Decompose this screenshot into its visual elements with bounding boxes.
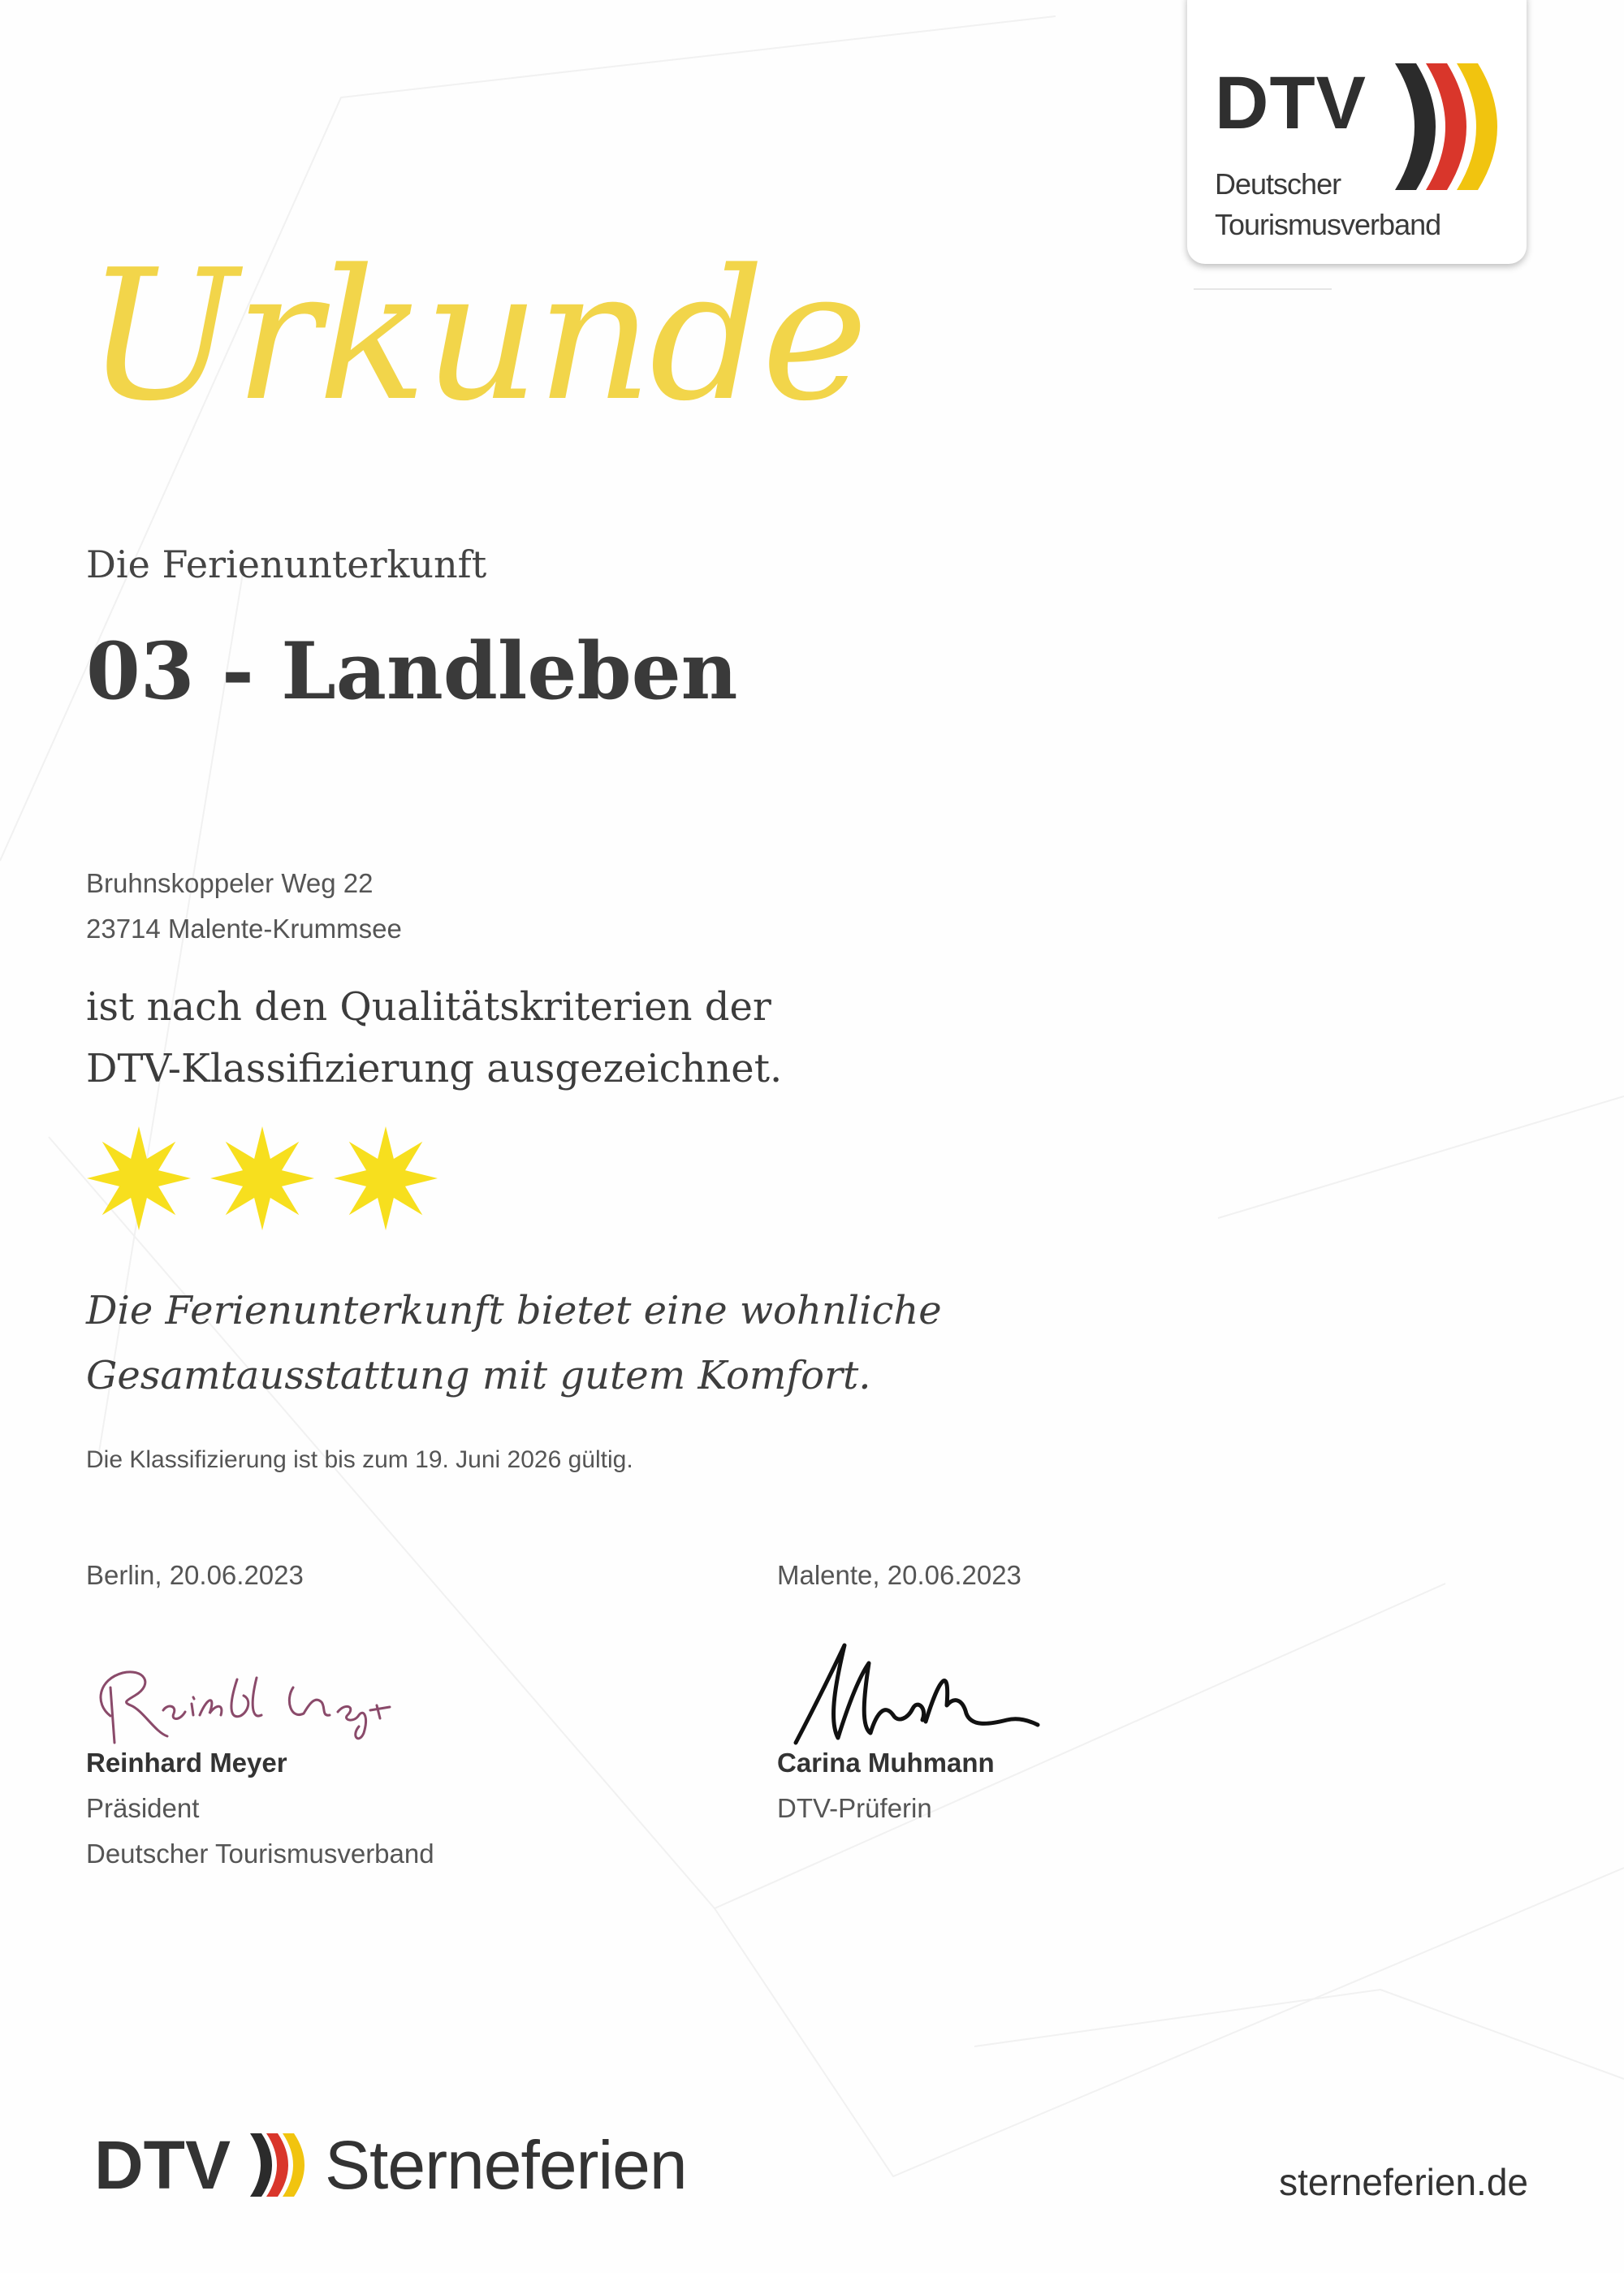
left-signer-organization: Deutscher Tourismusverband [86,1839,434,1869]
right-signer [777,1740,995,1831]
right-place-date: Malente, 20.06.2023 [777,1560,1021,1590]
left-signer-role: Präsident [86,1793,200,1823]
rating-star-shape [334,1126,438,1230]
certificate-title: Urkunde [86,231,866,441]
logo-sub-line-2: Tourismusverband [1215,208,1441,241]
description-line-1: Die Ferienunterkunft bietet eine wohnliche [86,1288,942,1333]
star-rating [86,1126,438,1246]
left-signer [86,1740,434,1877]
rating-star-icon [333,1126,438,1231]
left-signer-name: Reinhard Meyer [86,1748,287,1778]
badge-divider [1194,288,1332,290]
footer-brand-name: Sterneferien [325,2126,687,2203]
classification-statement [86,976,782,1100]
logo-sub-line-1: Deutscher [1215,167,1341,201]
right-signer-role: DTV-Prüferin [777,1793,932,1823]
footer-logo [94,2120,687,2210]
dtv-logo-badge [1187,0,1527,264]
validity-note: Die Klassifizierung ist bis zum 19. Juni 2026 gültig. [86,1446,633,1473]
rating-description [86,1278,942,1408]
lead-text: Die Ferienunterkunft [86,542,487,586]
address-city: 23714 Malente-Krummsee [86,914,402,944]
rating-star-icon [86,1126,192,1231]
signature-left-image [78,1655,411,1752]
footer-dtv-text: DTV [94,2126,231,2203]
statement-line-2: DTV-Klassifizierung ausgezeichnet. [86,1046,783,1091]
rating-star-icon [209,1126,315,1231]
statement-line-1: ist nach den Qualitätskriterien der [86,984,771,1030]
footer-chevrons-icon [245,2128,310,2202]
dtv-logo-text: DTV [1215,62,1367,145]
description-line-2: Gesamtausstattung mit gutem Komfort. [86,1353,871,1398]
address-street: Bruhnskoppeler Weg 22 [86,868,374,898]
left-place-date: Berlin, 20.06.2023 [86,1560,304,1590]
dtv-logo-subtitle [1215,164,1440,245]
property-address [86,861,402,952]
footer-url: sterneferien.de [1279,2161,1528,2203]
rating-star-shape [87,1126,191,1230]
right-signer-name: Carina Muhmann [777,1748,995,1778]
property-name: 03 - Landleben [86,625,738,717]
rating-star-shape [210,1126,314,1230]
